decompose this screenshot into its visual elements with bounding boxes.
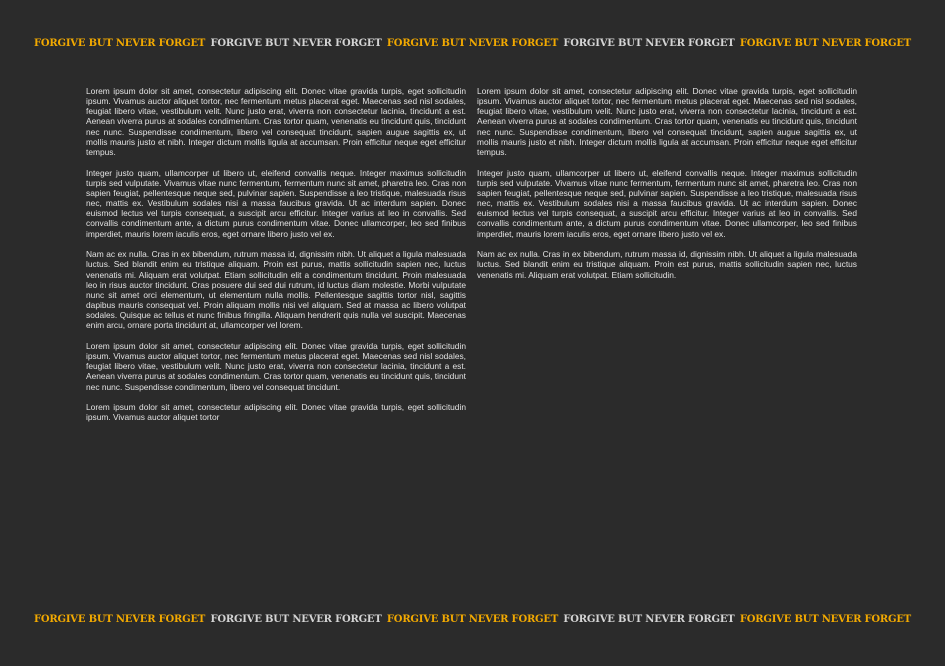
banner-phrase: FORGIVE BUT NEVER FORGET (386, 614, 559, 625)
right-text-column (477, 86, 857, 290)
left-text-column (86, 86, 466, 433)
paragraph: Nam ac ex nulla. Cras in ex bibendum, rutrum massa id, dignissim nibh. Ut aliquet a ligula malesuada luctus. Sed blandit enim eu tristique aliquam. Proin est purus, mattis sollicitudin sapien nec, luctus venenatis mi. Aliquam erat volutpat. Etiam sollicitudin. (477, 249, 857, 280)
header-banner (0, 38, 945, 49)
banner-phrase: FORGIVE BUT NEVER FORGET (33, 38, 206, 49)
banner-phrase: FORGIVE BUT NEVER FORGET (33, 614, 206, 625)
paragraph: Integer justo quam, ullamcorper ut libero ut, eleifend convallis neque. Integer maximus sollicitudin turpis sed vulputate. Vivamus vitae nunc fermentum, fermentum nunc sit amet, pharetra leo. Cras non sapien feugiat, pellentesque neque sed, pulvinar sapien. Suspendisse a leo tristique, malesuada risus nec, mattis ex. Vestibulum sodales nisi a massa faucibus gravida. Ut ac interdum sapien. Donec euismod lectus vel turpis consequat, a suscipit arcu efficitur. Integer varius at leo in convallis. Sed convallis condimentum ante, a dictum purus condimentum vitae. Donec ullamcorper, leo sed finibus imperdiet, mauris lorem iaculis eros, eget ornare libero justo vel ex. (477, 167, 857, 239)
banner-phrase: FORGIVE BUT NEVER FORGET (739, 38, 912, 49)
banner-phrase: FORGIVE BUT NEVER FORGET (210, 38, 382, 49)
banner-phrase: FORGIVE BUT NEVER FORGET (563, 38, 735, 49)
banner-phrase: FORGIVE BUT NEVER FORGET (563, 614, 735, 625)
banner-phrase: FORGIVE BUT NEVER FORGET (739, 614, 912, 625)
paragraph: Lorem ipsum dolor sit amet, consectetur adipiscing elit. Donec vitae gravida turpis, eget sollicitudin ipsum. Vivamus auctor aliquet tortor, nec fermentum metus placerat eget. Maecenas sed nisl sodales, feugiat libero vitae, vestibulum velit. Nunc justo erat, viverra non consectetur lacinia, tincidunt a est. Aenean viverra purus at sodales condimentum. Cras tortor quam, venenatis eu tincidunt quis, tincidunt nec nunc. Suspendisse condimentum, libero vel consequat tincidunt, sapien augue sagittis ex, ut mollis mauris justo et nibh. Integer dictum mollis ligula at accumsan. Proin efficitur neque eget efficitur tempus. (86, 86, 466, 157)
paragraph: Lorem ipsum dolor sit amet, consectetur adipiscing elit. Donec vitae gravida turpis, eget sollicitudin ipsum. Vivamus auctor aliquet tortor, nec fermentum metus placerat eget. Maecenas sed nisl sodales, feugiat libero vitae, vestibulum velit. Nunc justo erat, viverra non consectetur lacinia, tincidunt a est. Aenean viverra purus at sodales condimentum. Cras tortor quam, venenatis eu tincidunt quis, tincidunt nec nunc. Suspendisse condimentum, libero vel consequat tincidunt. (86, 340, 466, 392)
paragraph: Nam ac ex nulla. Cras in ex bibendum, rutrum massa id, dignissim nibh. Ut aliquet a ligula malesuada luctus. Sed blandit enim eu tristique aliquam. Proin est purus, mattis sollicitudin sapien nec, luctus venenatis mi. Aliquam erat volutpat. Etiam sollicitudin elit a condimentum tincidunt. Proin malesuada leo in risus auctor tincidunt. Cras posuere dui sed dui rutrum, id luctus diam molestie. Morbi vulputate nunc sit amet orci elementum, ut elementum nulla mollis. Pellentesque sagittis tortor nisl, sagittis dapibus mauris consequat vel. Proin aliquam mollis nisi vel aliquam. Sed at massa ac libero volutpat sodales. Quisque ac tellus et nunc finibus fringilla. Aliquam hendrerit quis nulla vel suscipit. Maecenas enim arcu, ornare porta tincidunt at, ullamcorper vel lorem. (86, 249, 466, 331)
footer-banner (0, 614, 945, 625)
banner-phrase: FORGIVE BUT NEVER FORGET (210, 614, 382, 625)
paragraph: Integer justo quam, ullamcorper ut libero ut, eleifend convallis neque. Integer maximus sollicitudin turpis sed vulputate. Vivamus vitae nunc fermentum, fermentum nunc sit amet, pharetra leo. Cras non sapien feugiat, pellentesque neque sed, pulvinar sapien. Suspendisse a leo tristique, malesuada risus nec, mattis ex. Vestibulum sodales nisi a massa faucibus gravida. Ut ac interdum sapien. Donec euismod lectus vel turpis consequat, a suscipit arcu efficitur. Integer varius at leo in convallis. Sed convallis condimentum ante, a dictum purus condimentum vitae. Donec ullamcorper, leo sed finibus imperdiet, mauris lorem iaculis eros, eget ornare libero justo vel ex. (86, 167, 466, 239)
banner-phrase: FORGIVE BUT NEVER FORGET (386, 38, 559, 49)
paragraph: Lorem ipsum dolor sit amet, consectetur adipiscing elit. Donec vitae gravida turpis, eget sollicitudin ipsum. Vivamus auctor aliquet tortor, nec fermentum metus placerat eget. Maecenas sed nisl sodales, feugiat libero vitae, vestibulum velit. Nunc justo erat, viverra non consectetur lacinia, tincidunt a est. Aenean viverra purus at sodales condimentum. Cras tortor quam, venenatis eu tincidunt quis, tincidunt nec nunc. Suspendisse condimentum, libero vel consequat tincidunt, sapien augue sagittis ex, ut mollis mauris justo et nibh. Integer dictum mollis ligula at accumsan. Proin efficitur neque eget efficitur tempus. (477, 86, 857, 157)
paragraph: Lorem ipsum dolor sit amet, consectetur adipiscing elit. Donec vitae gravida turpis, eget sollicitudin ipsum. Vivamus auctor aliquet tortor (86, 402, 466, 423)
